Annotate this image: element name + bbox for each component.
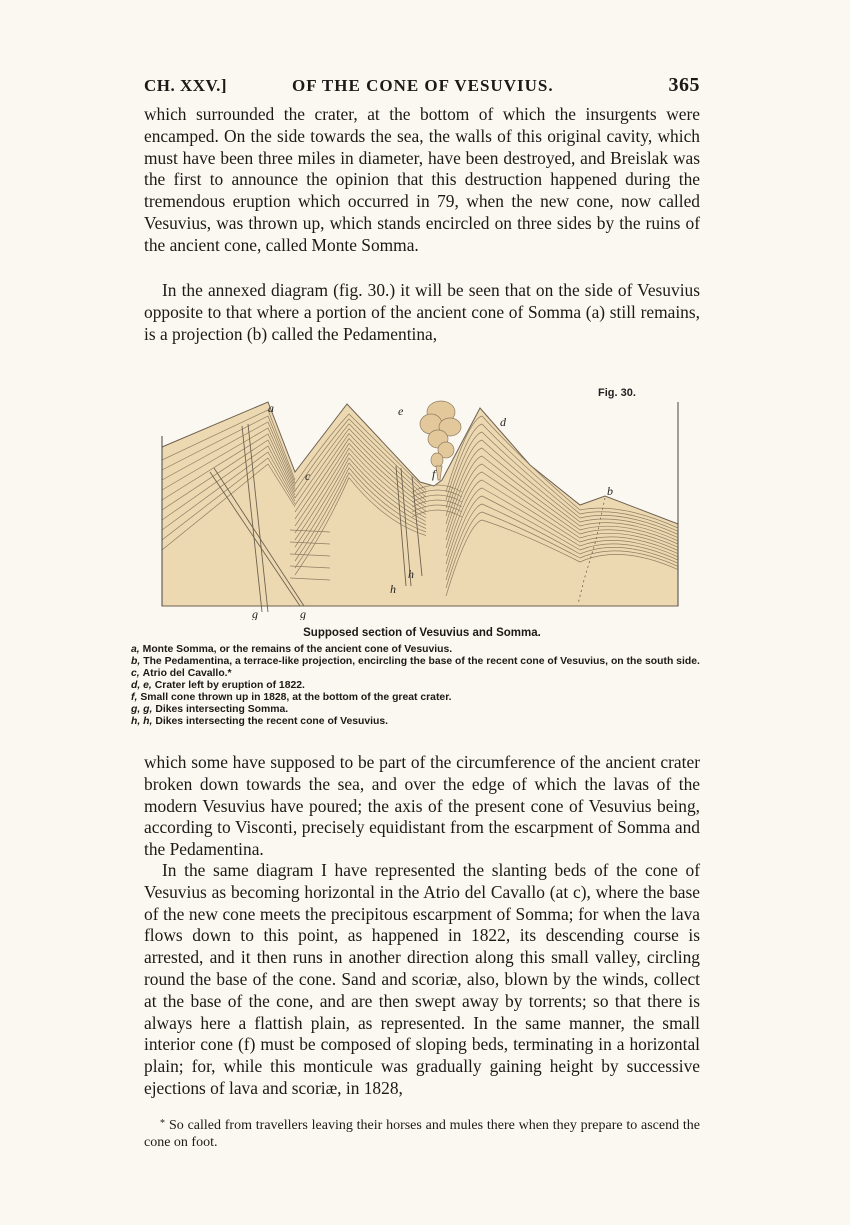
legend-text: The Pedamentina, a terrace-like projection, encircling the base of the recent cone of Vesuvius, on the south side.: [143, 656, 700, 667]
label-h-left: h: [390, 582, 396, 596]
legend-item: [131, 716, 711, 728]
page-number: 365: [668, 74, 700, 96]
legend-key: b,: [131, 656, 141, 667]
legend-text: Monte Somma, or the remains of the ancient cone of Vesuvius.: [142, 644, 453, 655]
label-g-right: g: [300, 607, 306, 620]
paragraph-2: In the annexed diagram (fig. 30.) it will be seen that on the side of Vesuvius opposite to that where a portion of the ancient cone of Somma (a) still remains, is a projection (b) called the Pedamentina,: [144, 280, 700, 344]
legend-key: c,: [131, 668, 140, 679]
label-f: f: [432, 467, 436, 481]
legend-key: g, g,: [131, 704, 153, 715]
rock-cross-section: [162, 402, 678, 606]
legend-text: Dikes intersecting Somma.: [155, 704, 289, 715]
legend-item: [131, 704, 711, 716]
label-a: a: [268, 401, 274, 415]
paragraph-4: In the same diagram I have represented the slanting beds of the cone of Vesuvius as becoming horizontal in the Atrio del Cavallo (at c), where the base of the new cone meets the precipitous escarpment of Somma; for when the lava flows down to this point, as happened in 1822, its descending course is arrested, and it then runs in another direction along this small valley, circling round the base of the cone. Sand and scoriæ, also, blown by the winds, collect at the base of the cone, and are then swept away by torrents; so that there is always here a flattish plain, as represented. In the same manner, the small interior cone (f) must be composed of sloping beds, terminating in a horizontal plain; for, while this monticule was gradually gaining height by successive ejections of lava and scoriæ, in 1828,: [144, 860, 700, 1098]
section-diagram: [150, 380, 690, 620]
paragraph-3: which some have supposed to be part of the circumference of the ancient crater broken down towards the sea, and over the edge of which the lavas of the modern Vesuvius have poured; the axis of the present cone of Vesuvius being, according to Visconti, precisely equidistant from the escarpment of Somma and the Pedamentina.: [144, 752, 700, 860]
legend-item: [131, 680, 711, 692]
legend-key: h, h,: [131, 716, 153, 727]
figure-number: Fig. 30.: [598, 387, 636, 399]
label-d: d: [500, 415, 506, 429]
footnote: [144, 1116, 700, 1151]
label-g-left: g: [252, 607, 258, 620]
legend-item: [131, 656, 711, 668]
chapter-heading: CH. XXV.]: [144, 76, 228, 95]
legend-key: f,: [131, 692, 138, 703]
figure-vesuvius-section: [150, 380, 690, 620]
label-b: b: [607, 484, 613, 498]
legend-text: Crater left by eruption of 1822.: [154, 680, 305, 691]
legend-item: [131, 692, 711, 704]
label-e: e: [398, 404, 404, 418]
label-h-right: h: [408, 567, 414, 581]
label-c: c: [305, 469, 311, 483]
footnote-mark: *: [160, 1118, 165, 1129]
legend-key: a,: [131, 644, 140, 655]
legend-text: Dikes intersecting the recent cone of Vesuvius.: [155, 716, 389, 727]
figure-legend: [131, 644, 711, 728]
legend-item: [131, 644, 711, 656]
running-title: OF THE CONE OF VESUVIUS.: [292, 76, 554, 95]
paragraph-1: which surrounded the crater, at the bottom of which the insurgents were encamped. On the side towards the sea, the walls of this original cavity, which must have been three miles in diameter, have been destroyed, and Breislak was the first to announce the opinion that this destruction happened during the tremendous eruption which occurred in 79, when the new cone, now called Vesuvius, was thrown up, which stands encircled on three sides by the ruins of the ancient cone, called Monte Somma.: [144, 104, 700, 255]
legend-text: Atrio del Cavallo.*: [142, 668, 232, 679]
legend-key: d, e,: [131, 680, 152, 691]
running-head: [144, 76, 700, 100]
legend-item: [131, 668, 711, 680]
figure-caption: Supposed section of Vesuvius and Somma.: [303, 627, 541, 639]
legend-text: Small cone thrown up in 1828, at the bottom of the great crater.: [140, 692, 452, 703]
footnote-text: So called from travellers leaving their horses and mules there when they prepare to ascend the cone on foot.: [144, 1118, 700, 1150]
